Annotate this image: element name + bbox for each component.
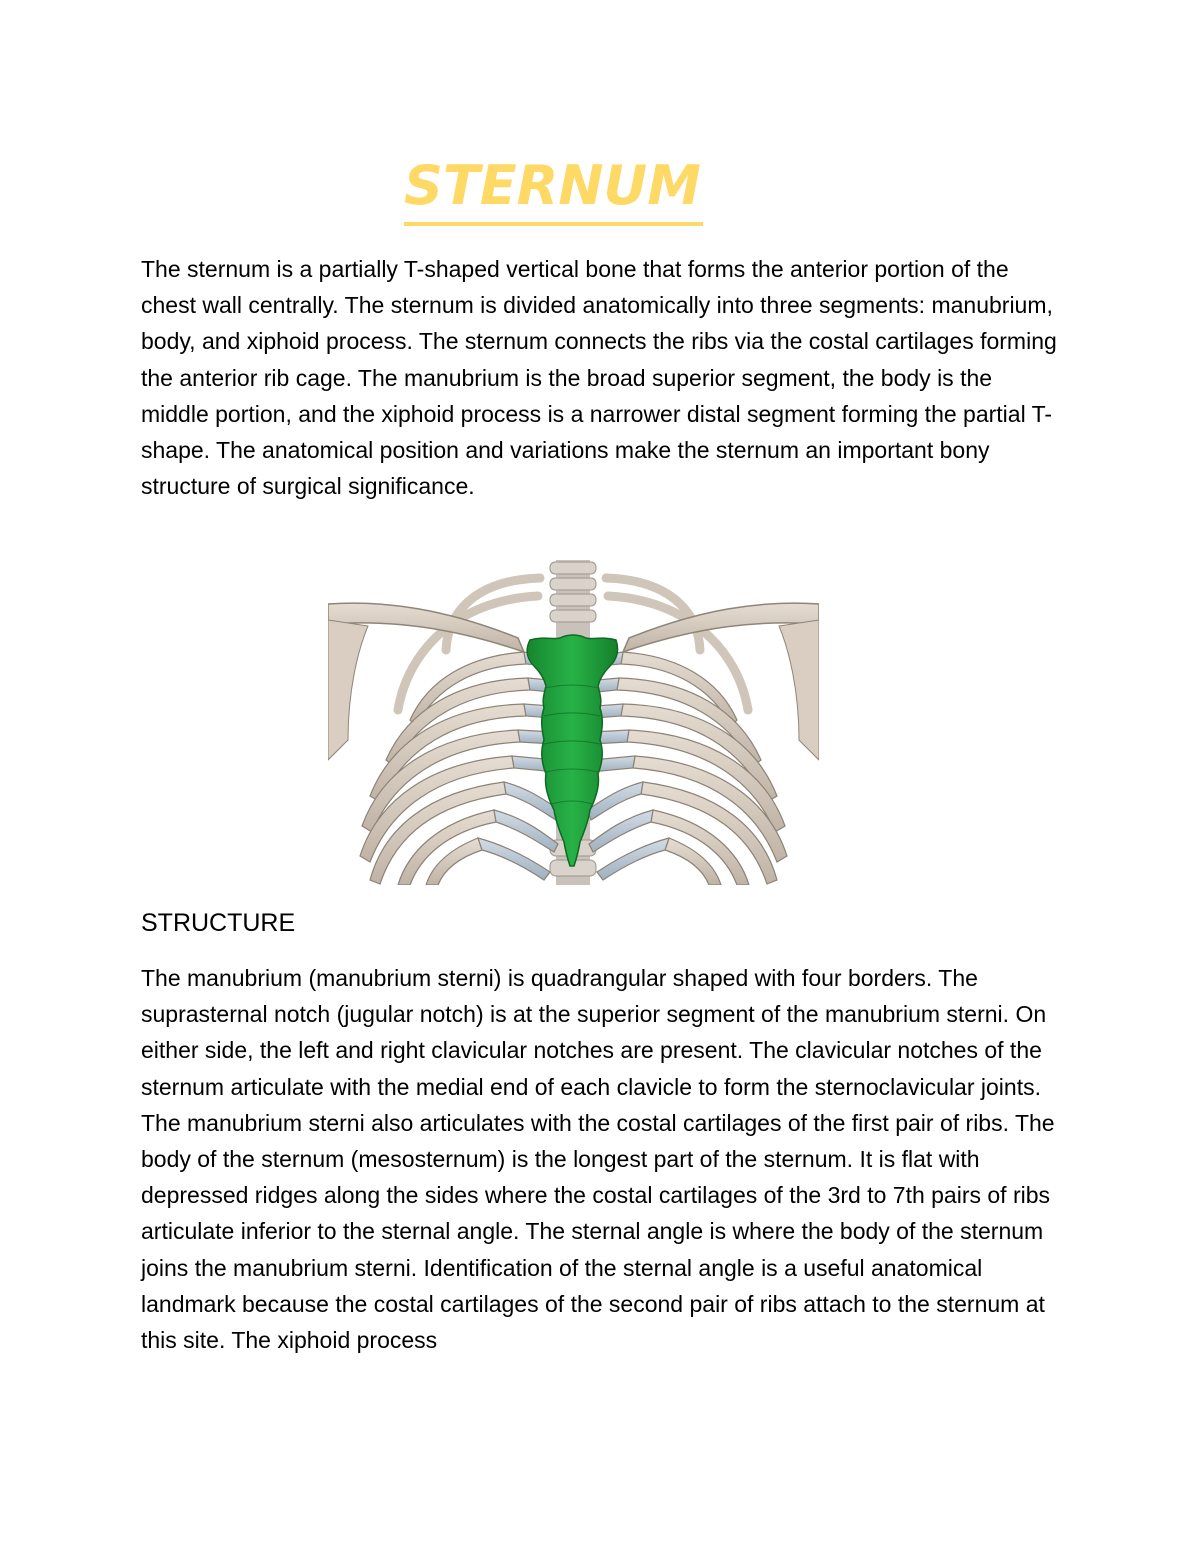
sternum-rib-cage-illustration [328,560,819,885]
document-title: STERNUM [404,150,703,226]
structure-paragraph: The manubrium (manubrium sterni) is quadrangular shaped with four borders. The suprasternal notch (jugular notch) is at the superior segment of the manubrium sterni. On either side, the left and right clavicular notches are present. The clavicular notches of the sternum articulate with the medial end of each clavicle to form the sternoclavicular joints. The manubrium sterni also articulates with the costal cartilages of the first pair of ribs. The body of the sternum (mesosternum) is the longest part of the sternum. It is flat with depressed ridges along the sides where the costal cartilages of the 3rd to 7th pairs of ribs articulate inferior to the sternal angle. The sternal angle is where the body of the sternum joins the manubrium sterni. Identification of the sternal angle is a useful anatomical landmark because the costal cartilages of the second pair of ribs attach to the sternum at this site. The xiphoid process [141,965,1055,1354]
section-heading-structure: STRUCTURE [141,909,296,937]
intro-paragraph: The sternum is a partially T-shaped vertical bone that forms the anterior portion of the chest wall centrally. The sternum is divided anatomically into three segments: manubrium, body, and xiphoid process. The sternum connects the ribs via the costal cartilages forming the anterior rib cage. The manubrium is the broad superior segment, the body is the middle portion, and the xiphoid process is a narrower distal segment forming the partial T-shape. The anatomical position and variations make the sternum an important bony structure of surgical significance. [141,256,1057,500]
